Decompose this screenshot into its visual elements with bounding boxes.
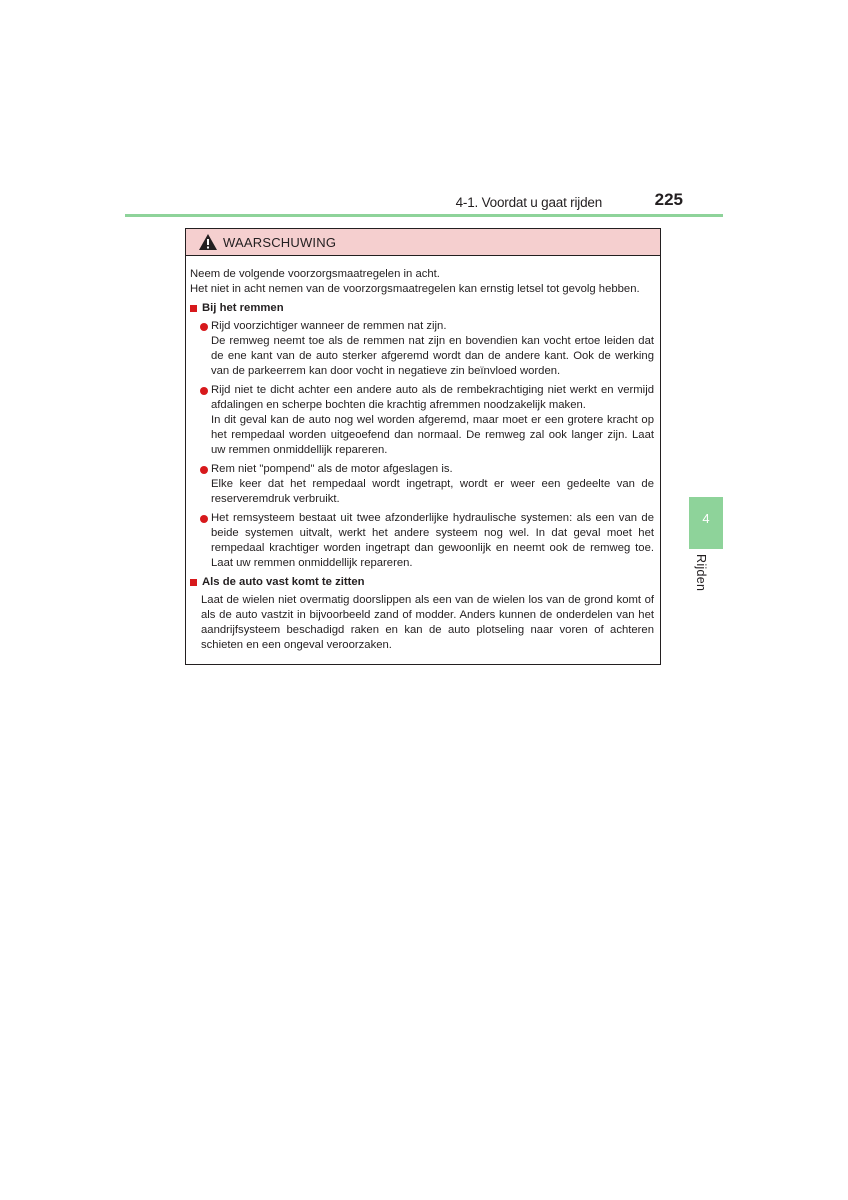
- section-braking: [190, 301, 654, 571]
- warning-header: [186, 229, 660, 256]
- square-bullet-icon: [190, 305, 197, 312]
- section-heading: [190, 575, 654, 590]
- warning-title: WAARSCHUWING: [223, 234, 337, 250]
- bullet-line: In dit geval kan de auto nog wel worden afgeremd, maar moet er een grotere kracht op het rempedaal worden uitgeoefend dan normaal. De remweg zal ook langer zijn. Laat uw remmen onmiddellijk repareren.: [211, 414, 654, 456]
- paragraph-text: Laat de wielen niet overmatig doorslippen als een van de wielen los van de grond komt of als de auto vastzit in bijvoorbeeld zand of modder. Anders kunnen de onderdelen van het aandrijfsysteem beschadigd raken en kan de auto plotseling naar voren of achteren schieten en een ongeval veroorzaken.: [201, 594, 654, 651]
- warning-intro: [190, 267, 654, 297]
- warning-box: [185, 228, 661, 665]
- square-bullet-icon: [190, 579, 197, 586]
- section-heading-text: Bij het remmen: [202, 302, 284, 314]
- list-item: [200, 511, 654, 571]
- section-title: 4-1. Voordat u gaat rijden: [455, 195, 602, 210]
- section-stuck: [190, 575, 654, 653]
- bullet-line: De remweg neemt toe als de remmen nat zijn en bovendien kan vocht ertoe leiden dat de ene kant van de auto sterker afgeremd wordt dan de andere kant. Ook de werking van de parkeerrem kan door vocht in negatieve zin beïnvloed worden.: [211, 335, 654, 377]
- warning-body: [186, 256, 660, 653]
- list-item: [200, 462, 654, 507]
- chapter-label: Rijden: [694, 554, 708, 592]
- page-number: 225: [654, 190, 683, 209]
- bullet-line: Rem niet "pompend" als de motor afgeslagen is.: [211, 463, 453, 475]
- round-bullet-icon: [200, 515, 208, 523]
- bullet-line: Het remsysteem bestaat uit twee afzonderlijke hydraulische systemen: als een van de beide systemen uitvalt, werkt het andere systeem nog wel. In dat geval moet het rempedaal krachtiger worden ingetrapt dan gewoonlijk en neemt ook de remweg toe. Laat uw remmen onmiddellijk repareren.: [211, 512, 654, 569]
- intro-line: Neem de volgende voorzorgsmaatregelen in acht.: [190, 268, 440, 280]
- bullet-line: Rijd voorzichtiger wanneer de remmen nat zijn.: [211, 320, 447, 332]
- warning-triangle-icon: [198, 233, 218, 251]
- section-heading-text: Als de auto vast komt te zitten: [202, 576, 365, 588]
- round-bullet-icon: [200, 466, 208, 474]
- list-item: [200, 383, 654, 458]
- section-paragraph: [201, 593, 654, 653]
- round-bullet-icon: [200, 387, 208, 395]
- list-item: [200, 319, 654, 379]
- chapter-tab: 4: [689, 497, 723, 549]
- intro-line: Het niet in acht nemen van de voorzorgsmaatregelen kan ernstig letsel tot gevolg hebben.: [190, 283, 640, 295]
- page-header: [125, 190, 723, 218]
- header-divider: [125, 214, 723, 217]
- bullet-line: Rijd niet te dicht achter een andere auto als de rembekrachtiging niet werkt en vermijd afdalingen en scherpe bochten die krachtig afremmen noodzakelijk maken.: [211, 384, 654, 411]
- section-heading: [190, 301, 654, 316]
- bullet-line: Elke keer dat het rempedaal wordt ingetrapt, wordt er weer een gedeelte van de reserveremdruk verbruikt.: [211, 478, 654, 505]
- round-bullet-icon: [200, 323, 208, 331]
